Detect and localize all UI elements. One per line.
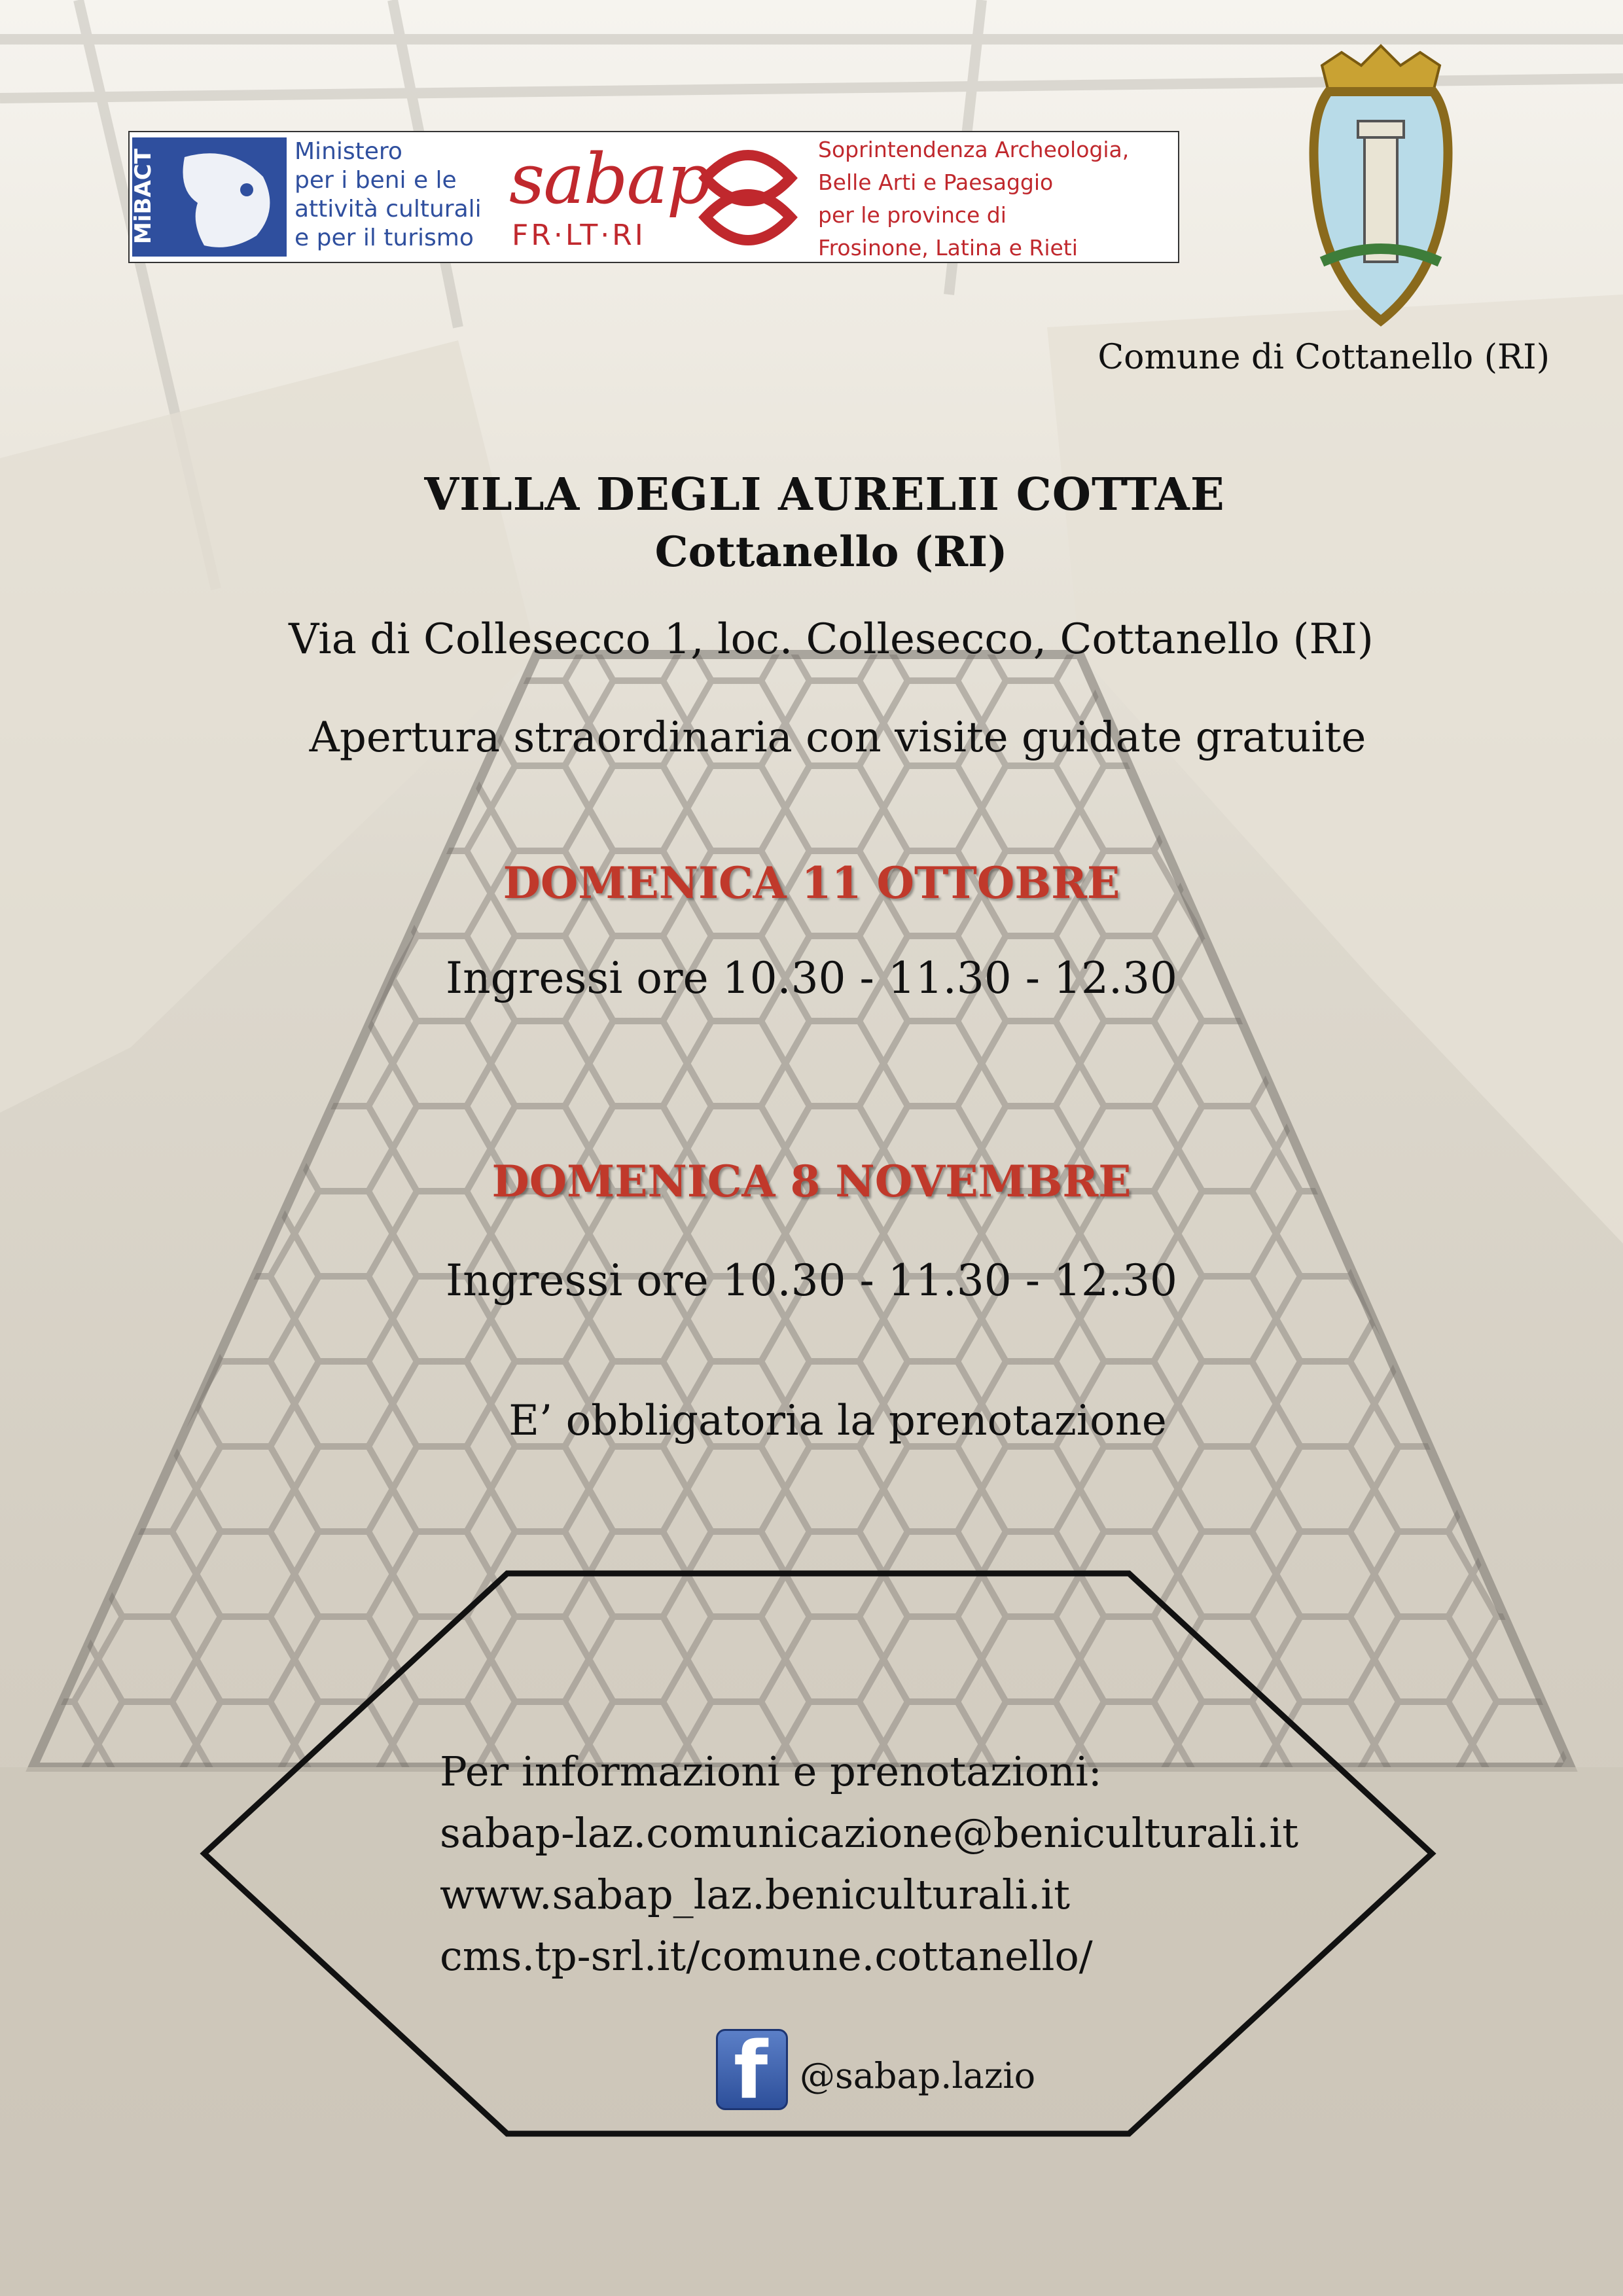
mibact-acronym: MiBACT	[130, 149, 156, 244]
sabap-logo-word: sabap	[509, 139, 710, 219]
event-title: VILLA DEGLI AURELII COTTAE	[424, 469, 1225, 521]
info-website-link[interactable]: www.sabap_laz.beniculturali.it	[440, 1871, 1071, 1918]
sabap-logo-subtitle: FR·LT·RI	[512, 219, 646, 252]
entry-times-1: Ingressi ore 10.30 - 11.30 - 12.30	[446, 953, 1177, 1003]
coat-of-arms-icon	[1283, 39, 1479, 327]
entry-times-2: Ingressi ore 10.30 - 11.30 - 12.30	[446, 1255, 1177, 1306]
info-comune-site-link[interactable]: cms.tp-srl.it/comune.cottanello/	[440, 1932, 1093, 1980]
mibact-logo	[132, 137, 287, 257]
info-heading: Per informazioni e prenotazioni:	[440, 1748, 1102, 1795]
facebook-handle[interactable]: @sabap.lazio	[800, 2055, 1036, 2096]
institutional-logo-strip	[128, 131, 1179, 263]
event-place: Cottanello (RI)	[654, 528, 1008, 577]
booking-note: E’ obbligatoria la prenotazione	[508, 1397, 1167, 1445]
ministry-name: Ministero per i beni e le attività culturali e per il turismo	[294, 138, 482, 251]
facebook-icon[interactable]: f	[716, 2029, 788, 2110]
info-block	[440, 1741, 1298, 1987]
date-heading-1: DOMENICA 11 OTTOBRE	[503, 857, 1120, 908]
soprintendenza-name: Soprintendenza Archeologia, Belle Arti e Paesaggio per le province di Frosinone, Latina e Rieti	[818, 137, 1130, 260]
event-address: Via di Collesecco 1, loc. Collesecco, Cottanello (RI)	[289, 615, 1374, 664]
info-email-link[interactable]: sabap-laz.comunicazione@beniculturali.it	[440, 1809, 1299, 1857]
date-heading-2: DOMENICA 8 NOVEMBRE	[491, 1156, 1132, 1207]
event-description: Apertura straordinaria con visite guidate gratuite	[309, 713, 1366, 762]
sabap-knot-icon	[686, 139, 810, 257]
comune-label: Comune di Cottanello (RI)	[1097, 338, 1550, 377]
